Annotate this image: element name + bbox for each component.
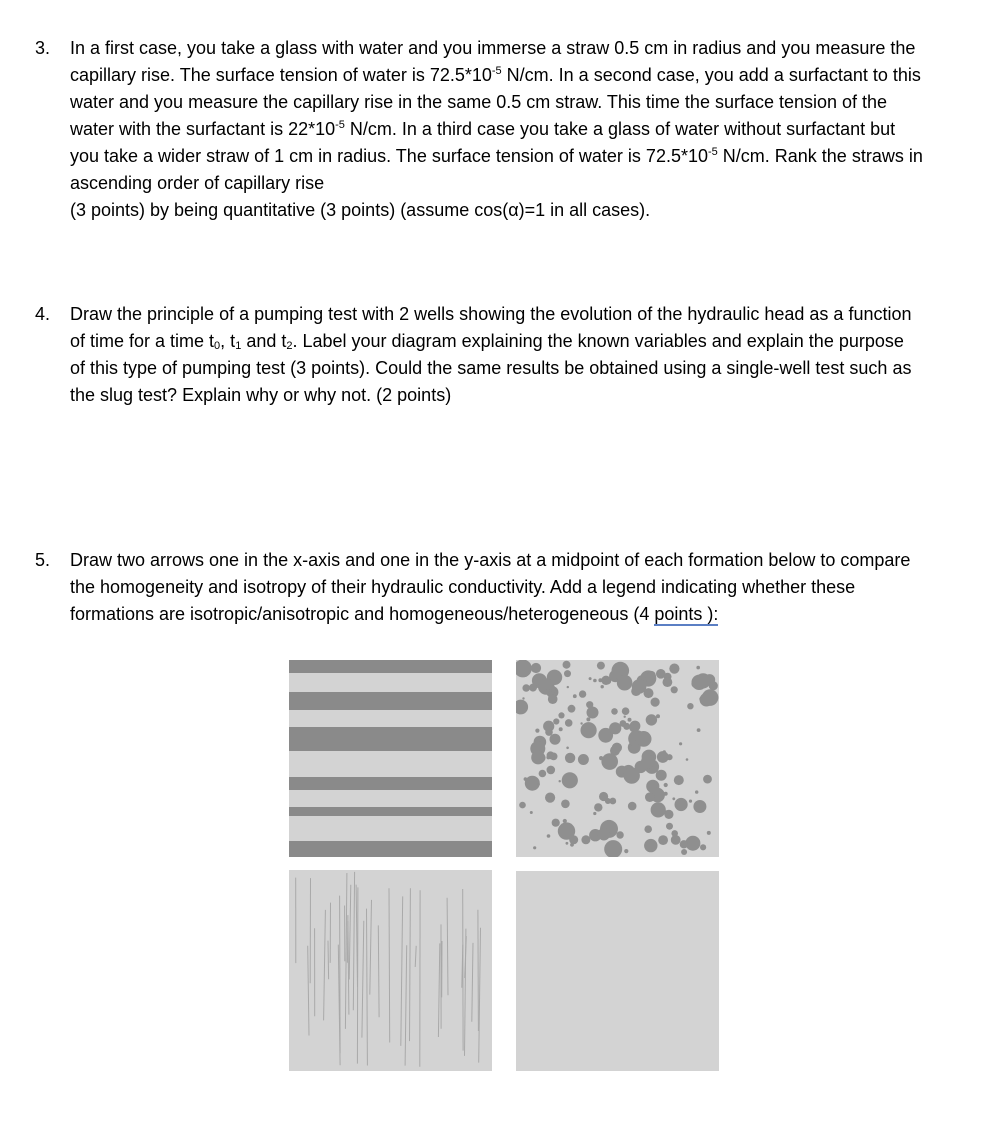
clast-grain [647, 671, 656, 680]
clast-grain [581, 722, 597, 738]
clast-grain [680, 840, 688, 848]
clast-grain [525, 776, 540, 791]
clast-grain [658, 835, 668, 845]
clast-grain [519, 802, 526, 809]
fracture-line [478, 910, 479, 1031]
question-number: 3. [35, 38, 51, 58]
clast-grain [535, 729, 539, 733]
clast-grain [651, 802, 666, 817]
clast-grain [561, 800, 570, 809]
clast-grain [564, 670, 571, 677]
clast-grain [580, 722, 582, 724]
clast-grain [566, 747, 569, 750]
clast-grain [599, 792, 608, 801]
clast-grain [547, 834, 551, 838]
clast-grain [689, 800, 692, 803]
q5-line-2: the homogeneity and isotropy of their hydraulic conductivity. Add a legend indicating whether these [70, 577, 856, 597]
clast-grain [696, 673, 711, 688]
dark-layer-band [289, 841, 492, 857]
clast-grain [681, 849, 687, 855]
formation-layered [289, 660, 492, 857]
q5-line-3: formations are isotropic/anisotropic and homogeneous/heterogeneous (4 points ): [70, 604, 719, 624]
clast-grain [567, 686, 569, 688]
clast-grain [644, 825, 652, 833]
clast-grain [552, 819, 560, 827]
clast-grain [664, 792, 668, 796]
clast-grain [636, 731, 652, 747]
clast-grain [549, 689, 552, 692]
q5-line-1: Draw two arrows one in the x-axis and one in the y-axis at a midpoint of each formation below to compare [70, 550, 911, 570]
q3-line-7: (3 points) by being quantitative (3 points) (assume cos(α)=1 in all cases). [70, 200, 651, 220]
clast-grain [548, 694, 558, 704]
uniform-fill [516, 871, 719, 1071]
clast-grain [622, 707, 630, 715]
clast-grain [702, 689, 719, 706]
clast-grain [565, 753, 575, 763]
q3-line-3: water and you measure the capillary rise in the same 0.5 cm straw. This time the surface tension of the [70, 92, 888, 112]
clast-grain [628, 718, 632, 722]
clast-grain [663, 750, 666, 753]
clast-grain [545, 793, 555, 803]
clast-grain [522, 684, 530, 692]
q3-line-1: In a first case, you take a glass with water and you immerse a straw 0.5 cm in radius and you measure the [70, 38, 916, 58]
clast-grain [573, 694, 577, 698]
question-number: 5. [35, 550, 51, 570]
clast-grain [531, 751, 545, 765]
clast-grain [610, 763, 614, 767]
clast-grain [524, 777, 528, 781]
clast-grain [529, 684, 537, 692]
clast-grain [696, 666, 700, 670]
clast-grain [672, 797, 675, 800]
fractured-background [289, 870, 492, 1071]
clast-grain [539, 770, 547, 778]
clast-grain [586, 717, 590, 721]
clast-grain [674, 775, 684, 785]
clast-grain [671, 835, 681, 845]
clast-grain [598, 828, 610, 840]
clast-grain [645, 792, 655, 802]
clast-grain [553, 718, 559, 724]
clast-formation-graphic [516, 660, 719, 857]
clast-grain [629, 725, 636, 732]
clast-grain [578, 754, 589, 765]
clast-grain [666, 823, 673, 830]
layer-background [289, 660, 492, 857]
clast-grain [679, 742, 682, 745]
layered-formation-graphic [289, 660, 492, 857]
clast-grain [568, 705, 576, 713]
clast-grain [522, 697, 524, 699]
clast-grain [693, 800, 706, 813]
clast-grain [597, 662, 605, 670]
clast-grain [559, 727, 563, 731]
clast-grain [669, 664, 679, 674]
clast-grain [617, 675, 633, 691]
clast-grain [624, 716, 626, 718]
clast-grain [707, 831, 711, 835]
clast-grain [697, 728, 701, 732]
q4-line-3: of this type of pumping test (3 points). Could the same results be obtained using a single-well test such as [70, 358, 912, 378]
clast-grain [579, 690, 586, 697]
clast-grain [686, 758, 689, 761]
clast-grain [562, 772, 578, 788]
clast-grain [675, 798, 688, 811]
clast-grain [565, 719, 573, 727]
dark-layer-band [289, 777, 492, 790]
clast-grain [651, 698, 660, 707]
clast-grain [550, 734, 561, 745]
formation-clasts [516, 660, 719, 857]
clast-grain [624, 849, 628, 853]
q4-line-4: the slug test? Explain why or why not. (2 points) [70, 385, 452, 405]
clast-grain [628, 802, 637, 811]
clast-grain [601, 676, 610, 685]
clast-grain [601, 685, 604, 688]
clast-grain [609, 722, 621, 734]
clast-grain [569, 835, 578, 844]
clast-grain [558, 712, 564, 718]
clast-grain [581, 835, 590, 844]
uniform-formation-graphic [516, 871, 719, 1071]
dark-layer-band [289, 727, 492, 751]
clast-grain [671, 686, 678, 693]
clast-grain [589, 677, 592, 680]
question-number: 4. [35, 304, 51, 324]
clast-grain [616, 831, 623, 838]
formation-fractured [289, 870, 492, 1071]
q3-line-6: ascending order of capillary rise [70, 173, 325, 193]
fracture-line [389, 888, 390, 1042]
clast-grain [538, 783, 540, 785]
formation-uniform [516, 871, 719, 1071]
clast-grain [593, 812, 596, 815]
clast-grain [587, 707, 599, 719]
q4-line-2: of time for a time $t_0$, $t_1$ and $t_2$. Label your diagram explaining the known variables and explain the purpose [70, 331, 904, 352]
clast-grain [666, 754, 672, 760]
q3-line-2: capillary rise. The surface tension of water is $72.5*10^{-5}$ N/cm. In a second case, you add a surfactant to this [70, 65, 921, 85]
clast-grain [703, 775, 712, 784]
clast-grain [687, 703, 693, 709]
clast-grain [601, 753, 618, 770]
fracture-line [328, 941, 329, 980]
clast-grain [611, 708, 618, 715]
clast-grain [663, 677, 673, 687]
clast-grain [545, 728, 553, 736]
dark-layer-band [289, 692, 492, 710]
clast-grain [646, 714, 657, 725]
q3-line-4: water with the surfactant is $22*10^{-5}$ N/cm. In a third case you take a glass of water without surfactant but [70, 119, 896, 139]
clast-grain [566, 842, 569, 845]
fractured-formation-graphic [289, 870, 492, 1071]
clast-grain [563, 819, 567, 823]
clast-grain [559, 780, 561, 782]
q3-line-5: you take a wider straw of 1 cm in radius. The surface tension of water is $72.5*10^{-5}$ N/cm. Rank the straws in [70, 146, 923, 166]
clast-grain [547, 766, 556, 775]
clast-grain [632, 679, 647, 694]
clast-grain [695, 790, 698, 793]
clast-grain [609, 798, 616, 805]
clast-grain [641, 755, 655, 769]
clast-grain [533, 846, 536, 849]
clast-grain [550, 753, 558, 761]
dark-layer-band [289, 660, 492, 673]
clast-grain [594, 803, 602, 811]
clast-grain [700, 844, 706, 850]
clast-grain [531, 663, 541, 673]
clast-grain [563, 661, 571, 669]
clast-grain [664, 783, 668, 787]
q4-line-1: Draw the principle of a pumping test with 2 wells showing the evolution of the hydraulic head as a function [70, 304, 912, 324]
dark-layer-band [289, 807, 492, 816]
clast-grain [530, 811, 533, 814]
clast-grain [644, 839, 657, 852]
clast-grain [593, 679, 597, 683]
clast-grain [612, 743, 622, 753]
